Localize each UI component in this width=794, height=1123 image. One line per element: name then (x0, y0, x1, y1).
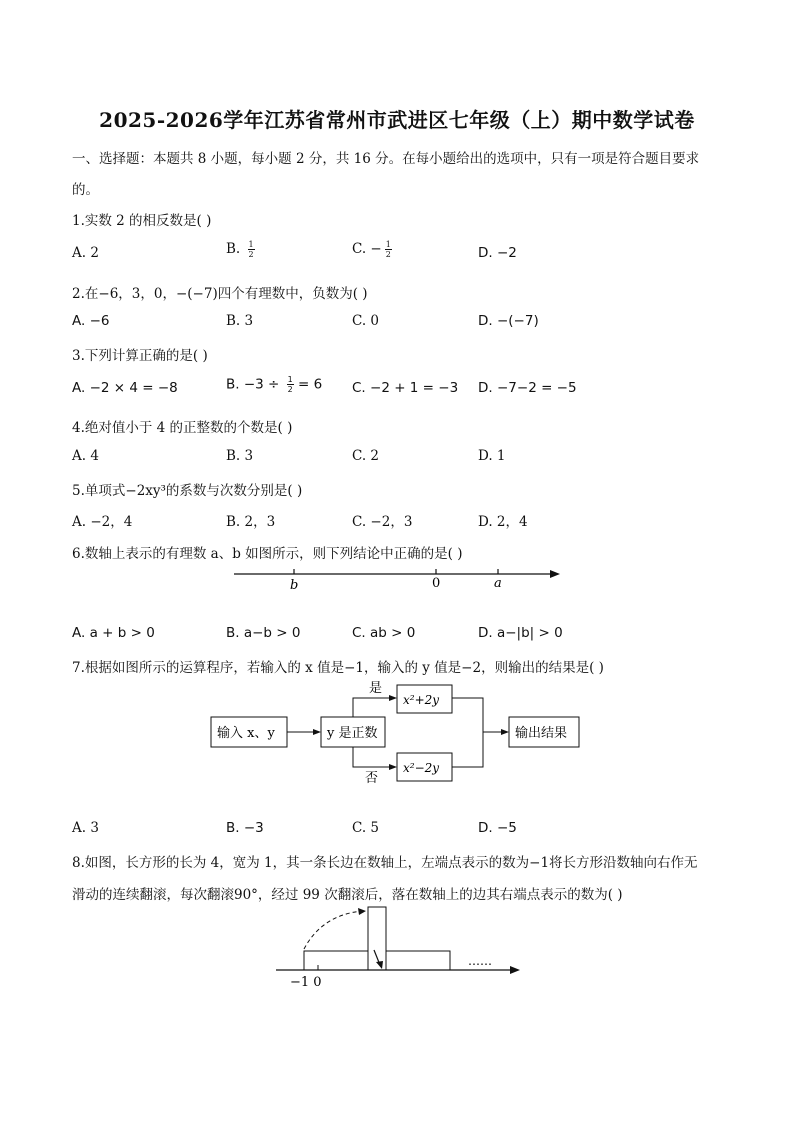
page-title: 2025-2026学年江苏省常州市武进区七年级（上）期中数学试卷 (99, 108, 695, 132)
section-heading-line2: 的。 (72, 182, 99, 198)
fraction-numerator: 1 (248, 240, 254, 249)
flow-no-label: 否 (365, 771, 379, 786)
q5-option-c: C. −2，3 (352, 514, 413, 530)
flow-condition-label: y 是正数 (327, 726, 378, 741)
question-8-stem-line2: 滑动的连续翻滚，每次翻滚90°，经过 99 次翻滚后，落在数轴上的边其右端点表示的数为( ) (72, 887, 623, 903)
q2-option-a: A. −6 (72, 313, 110, 329)
arrow-head-icon (389, 695, 397, 701)
q6-number-line-figure (228, 562, 568, 594)
q4-option-b: B. 3 (226, 448, 254, 464)
fraction-numerator: 1 (287, 375, 293, 384)
question-5-stem: 5.单项式−2xy³的系数与次数分别是( ) (72, 483, 303, 499)
flow-no-branch (353, 747, 393, 767)
question-3-stem: 3.下列计算正确的是( ) (72, 348, 208, 364)
q3-option-b-suffix: = 6 (293, 376, 323, 393)
pivot-arrow-head-icon (376, 961, 383, 969)
arc-arrow-icon (358, 908, 366, 915)
axis-arrow-icon (510, 966, 520, 974)
question-7-stem: 7.根据如图所示的运算程序，若输入的 x 值是−1，输入的 y 值是−2，则输出的结果是( ) (72, 660, 604, 676)
q7-option-b: B. −3 (226, 820, 264, 836)
fraction-denominator: 2 (385, 250, 391, 259)
arrow-head-icon (389, 764, 397, 770)
q6-option-d: D. a−|b| > 0 (478, 625, 563, 641)
q1-option-c-fraction (385, 240, 392, 259)
q1-option-b-prefix: B. (226, 241, 245, 257)
q1-option-b-fraction (248, 240, 255, 259)
q1-option-b (226, 240, 255, 259)
q1-option-d: D. −2 (478, 245, 517, 261)
question-8-stem-line1: 8.如图，长方形的长为 4，宽为 1，其一条长边在数轴上，左端点表示的数为−1将长方形沿数轴向右作无 (72, 855, 698, 871)
fraction-numerator: 1 (385, 240, 391, 249)
q4-option-c: C. 2 (352, 448, 380, 464)
q7-option-a: A. 3 (72, 820, 99, 836)
q1-option-c (352, 240, 392, 259)
flow-input-label: 输入 x、y (217, 726, 275, 741)
flow-merge-lines (452, 698, 483, 767)
q4-option-d: D. 1 (478, 448, 506, 464)
label-b: b (290, 578, 299, 593)
q7-option-d: D. −5 (478, 820, 517, 836)
question-2-stem: 2.在−6，3，0，−(−7)四个有理数中，负数为( ) (72, 286, 368, 302)
flow-yes-branch (353, 698, 393, 717)
axis-labels: −1 0 (290, 975, 322, 990)
q2-option-b: B. 3 (226, 313, 254, 329)
label-zero: 0 (432, 576, 441, 591)
flow-top-expression: x²+2y (403, 693, 440, 707)
q6-option-a: A. a + b > 0 (72, 625, 155, 641)
q3-option-d: D. −7−2 = −5 (478, 380, 577, 396)
question-6-stem: 6.数轴上表示的有理数 a、b 如图所示，则下列结论中正确的是( ) (72, 546, 463, 562)
q3-option-b-fraction (287, 375, 294, 394)
fraction-denominator: 2 (248, 250, 254, 259)
q4-option-a: A. 4 (72, 448, 99, 464)
question-1-stem: 1.实数 2 的相反数是( ) (72, 213, 212, 229)
q3-option-a: A. −2 × 4 = −8 (72, 380, 178, 396)
q1-option-c-prefix: C. − (352, 241, 382, 257)
continuation-dots: …… (468, 954, 492, 968)
arrow-head-icon (501, 729, 509, 735)
label-a: a (494, 576, 502, 591)
q5-option-d: D. 2，4 (478, 514, 528, 530)
question-4-stem: 4.绝对值小于 4 的正整数的个数是( ) (72, 420, 293, 436)
q7-flowchart-figure (205, 675, 590, 790)
q6-option-c: C. ab > 0 (352, 625, 416, 641)
rectangle-standing (368, 907, 386, 970)
q7-option-c: C. 5 (352, 820, 380, 836)
q5-option-a: A. −2，4 (72, 514, 133, 530)
arrow-head-icon (313, 729, 321, 735)
rectangle-initial (304, 951, 368, 970)
q5-option-b: B. 2，3 (226, 514, 276, 530)
axis-arrow-icon (550, 570, 560, 578)
flow-yes-label: 是 (369, 681, 383, 696)
q2-option-d: D. −(−7) (478, 313, 539, 329)
q6-option-b: B. a−b > 0 (226, 625, 301, 641)
q3-option-c: C. −2 + 1 = −3 (352, 380, 459, 396)
roll-path-arc (304, 911, 362, 949)
q3-option-b (226, 375, 322, 394)
q1-option-a: A. 2 (72, 245, 99, 261)
flow-output-label: 输出结果 (515, 726, 568, 741)
q8-rolling-rectangle-figure (270, 903, 530, 991)
fraction-denominator: 2 (287, 385, 293, 394)
q2-option-c: C. 0 (352, 313, 380, 329)
q3-option-b-prefix: B. −3 ÷ (226, 376, 284, 393)
section-heading-line1: 一、选择题：本题共 8 小题，每小题 2 分，共 16 分。在每小题给出的选项中，只有一项是符合题目要求 (72, 151, 700, 167)
flow-bottom-expression: x²−2y (403, 761, 440, 775)
rectangle-after-roll (386, 951, 450, 970)
